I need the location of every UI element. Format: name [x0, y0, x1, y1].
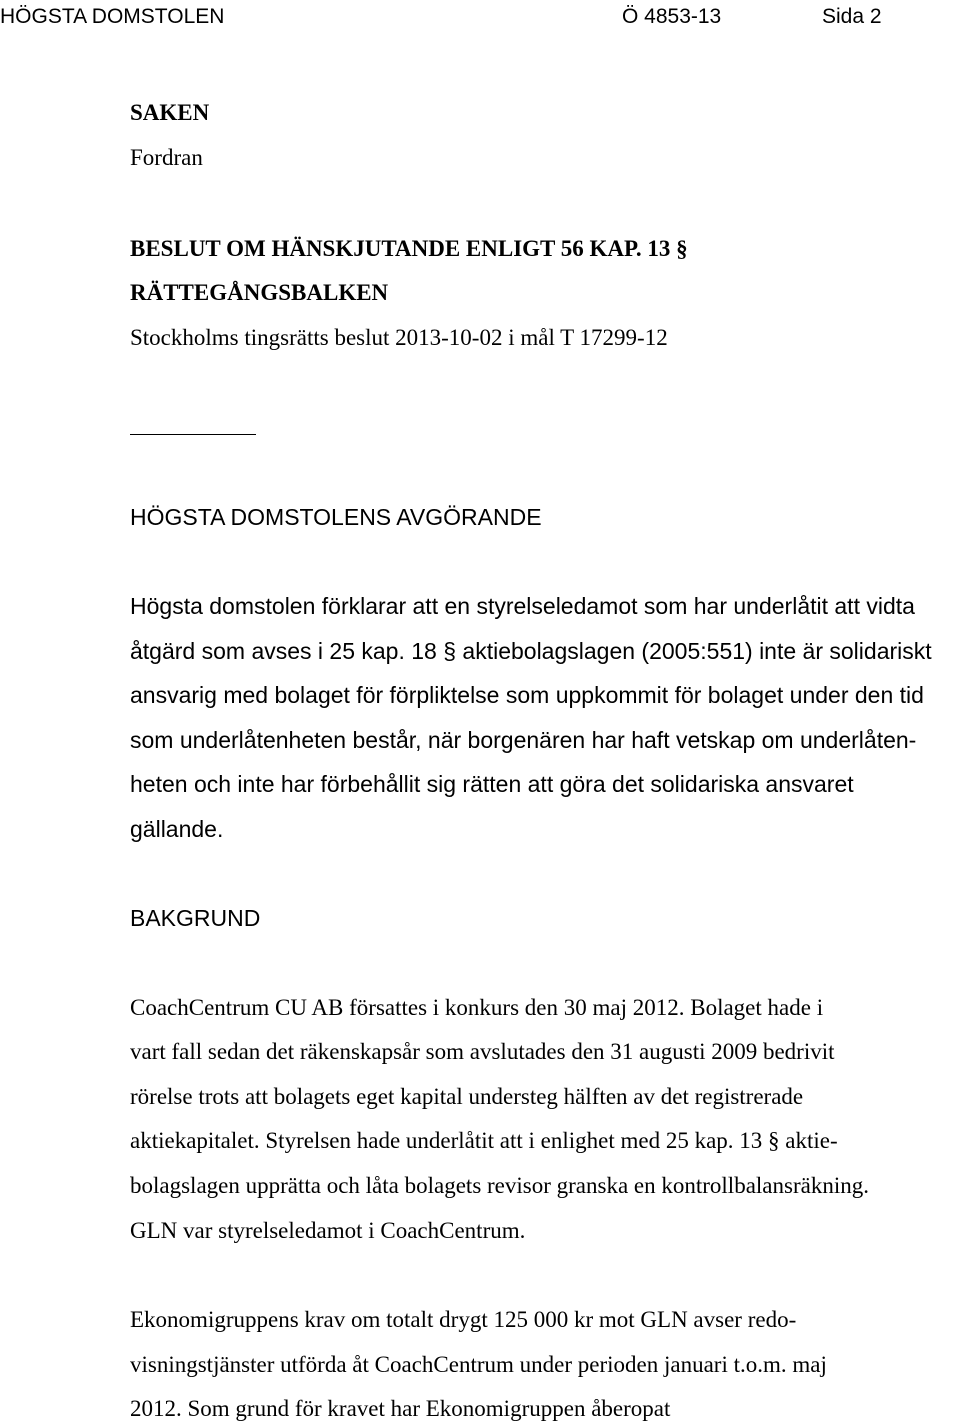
- beslut-heading-line1: BESLUT OM HÄNSKJUTANDE ENLIGT 56 KAP. 13 §: [130, 236, 688, 261]
- bakgrund-line: visningstjänster utförda åt CoachCentrum under perioden januari t.o.m. maj: [130, 1352, 827, 1377]
- bakgrund-line: bolagslagen upprätta och låta bolagets revisor granska en kontrollbalansräkning.: [130, 1173, 869, 1198]
- bakgrund-line: rörelse trots att bolagets eget kapital understeg hälften av det registrerade: [130, 1084, 804, 1109]
- bakgrund-line: GLN var styrelseledamot i CoachCentrum.: [130, 1218, 526, 1243]
- bakgrund-line: Ekonomigruppens krav om totalt drygt 125 000 kr mot GLN avser redo-: [130, 1307, 797, 1332]
- avgorande-line: Högsta domstolen förklarar att en styrelseledamot som har underlåtit att vidta: [130, 593, 915, 619]
- saken-value: Fordran: [130, 145, 203, 170]
- avgorande-line: gällande.: [130, 816, 224, 842]
- avgorande-heading: HÖGSTA DOMSTOLENS AVGÖRANDE: [130, 504, 542, 530]
- bakgrund-line: aktiekapitalet. Styrelsen hade underlåtit att i enlighet med 25 kap. 13 § aktie-: [130, 1128, 838, 1153]
- avgorande-line: ansvarig med bolaget för förpliktelse som uppkommit för bolaget under den tid: [130, 682, 924, 708]
- bakgrund-heading: BAKGRUND: [130, 905, 261, 931]
- avgorande-line: som underlåtenheten består, när borgenären har haft vetskap om underlåten-: [130, 727, 917, 753]
- saken-heading: SAKEN: [130, 100, 210, 125]
- header-case-number: Ö 4853-13: [622, 5, 722, 28]
- header-page-label: Sida 2: [822, 5, 882, 28]
- header-court: HÖGSTA DOMSTOLEN: [0, 5, 225, 28]
- separator-rule: [130, 434, 256, 435]
- avgorande-line: åtgärd som avses i 25 kap. 18 § aktiebolagslagen (2005:551) inte är solidariskt: [130, 638, 932, 664]
- bakgrund-line: 2012. Som grund för kravet har Ekonomigruppen åberopat: [130, 1396, 671, 1421]
- bakgrund-line: CoachCentrum CU AB försattes i konkurs den 30 maj 2012. Bolaget hade i: [130, 995, 824, 1020]
- avgorande-line: heten och inte har förbehållit sig rätten att göra det solidariska ansvaret: [130, 771, 854, 797]
- beslut-reference: Stockholms tingsrätts beslut 2013-10-02 i mål T 17299-12: [130, 325, 668, 350]
- bakgrund-line: vart fall sedan det räkenskapsår som avslutades den 31 augusti 2009 bedrivit: [130, 1039, 835, 1064]
- beslut-heading-line2: RÄTTEGÅNGSBALKEN: [130, 280, 389, 305]
